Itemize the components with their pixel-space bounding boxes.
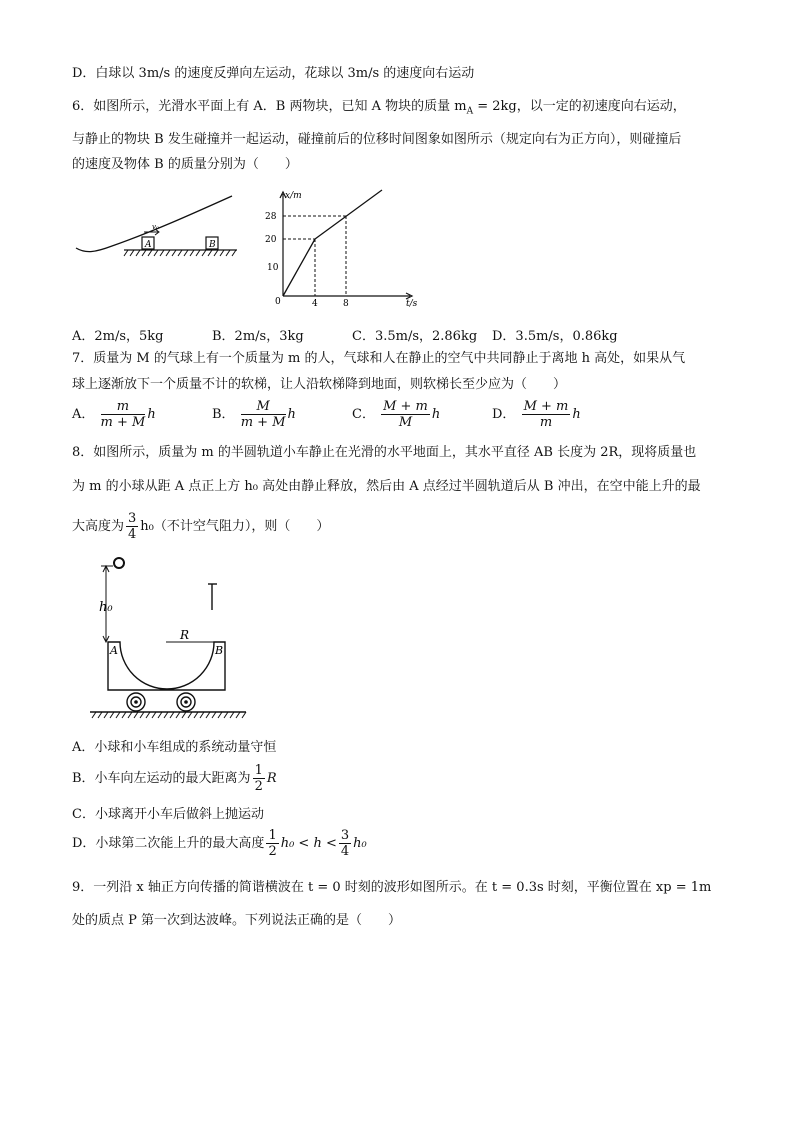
post-collision-line [315, 190, 382, 239]
q6-xt-graph [260, 186, 420, 308]
block-b-label: B [209, 240, 216, 250]
velocity-label: v₀ [152, 223, 159, 231]
q8-option-b-num: 1 [254, 763, 263, 778]
q8-option-c: C．小球离开小车后做斜上抛运动 [72, 807, 264, 822]
q6-option-d: D．3.5m/s，0.86kg [492, 329, 618, 344]
q8-option-d-mid: h₀ < h < [280, 836, 337, 851]
q6-option-c: C．3.5m/s，2.86kg [352, 329, 478, 344]
y-tick-10: 10 [267, 263, 279, 273]
q7-b-tail: h [287, 407, 296, 422]
q8-option-b [72, 764, 277, 793]
origin-label: 0 [275, 297, 281, 307]
ball [114, 558, 124, 568]
radius-label: R [180, 628, 190, 642]
q8-line3-pre: 大高度为 [72, 519, 125, 534]
y-axis-label: x/m [285, 191, 302, 201]
q8-option-d [72, 829, 367, 858]
block-a-label: A [145, 240, 152, 250]
y-tick-28: 28 [265, 212, 277, 222]
q7-option-b-label: B． [212, 407, 235, 422]
q5-option-d: D．白球以 3m/s 的速度反弹向左运动，花球以 3m/s 的速度向右运动 [72, 66, 475, 81]
q8-option-b-den: 2 [254, 779, 263, 794]
q8-line3-num: 3 [128, 511, 137, 526]
q7-d-num: M + m [523, 399, 569, 414]
pre-collision-line [283, 239, 315, 296]
q6-stem-line1 [72, 100, 686, 117]
q6-line1-sub: A [466, 106, 474, 117]
q7-b-num: M [241, 400, 286, 415]
q8-option-a: A．小球和小车组成的系统动量守恒 [72, 740, 277, 755]
q7-option-a-label: A． [72, 407, 95, 422]
right-wheel [177, 693, 195, 711]
q8-option-d-den1: 2 [268, 844, 277, 859]
q7-option-d [492, 400, 581, 429]
q7-d-den: m [539, 415, 553, 430]
cart-body [108, 642, 225, 690]
q7-a-num: m [101, 400, 146, 415]
q6-stem-line3: 的速度及物体 B 的质量分别为（ ） [72, 157, 298, 172]
q7-stem-line1: 7．质量为 M 的气球上有一个质量为 m 的人，气球和人在静止的空气中共同静止于离地 h 高处，如果从气 [72, 351, 686, 366]
q6-option-b: B．2m/s，3kg [212, 329, 304, 344]
q6-option-a: A．2m/s，5kg [72, 329, 164, 344]
q7-d-tail: h [572, 407, 581, 422]
q7-option-c-label: C． [352, 407, 375, 422]
q7-c-num: M + m [383, 399, 428, 414]
q7-option-a [72, 400, 156, 429]
q8-option-d-num2: 3 [340, 828, 350, 843]
q7-a-den: m + M [100, 415, 146, 430]
q7-c-tail: h [431, 407, 441, 422]
q6-stem-line2: 与静止的物块 B 发生碰撞并一起运动，碰撞前后的位移时间图象如图所示（规定向右为正方向），则碰撞后 [72, 132, 682, 147]
q8-option-d-pre: D．小球第二次能上升的最大高度 [72, 836, 265, 851]
x-axis-label: t/s [406, 299, 418, 308]
q8-line3-den: 4 [128, 527, 137, 542]
q8-option-d-num1: 1 [268, 828, 277, 843]
q9-stem-line2: 处的质点 P 第一次到达波峰。下列说法正确的是（ ） [72, 913, 402, 928]
q8-option-b-post: R [266, 771, 277, 786]
q7-stem-line2: 球上逐渐放下一个质量不计的软梯，让人沿软梯降到地面，则软梯长至少应为（ ） [72, 377, 567, 392]
y-tick-20: 20 [265, 235, 277, 245]
q7-option-d-label: D． [492, 407, 516, 422]
q7-b-den: m + M [240, 415, 286, 430]
q8-line3-post: h₀（不计空气阻力），则（ ） [140, 519, 330, 534]
q7-a-tail: h [147, 407, 156, 422]
q6-line1-text: 6．如图所示，光滑水平面上有 A．B 两物块，已知 A 物块的质量 m [72, 99, 467, 114]
q6-line1-end: = 2kg，以一定的初速度向右运动， [473, 99, 686, 114]
q8-cart-figure [88, 552, 248, 720]
q8-option-b-pre: B．小车向左运动的最大距离为 [72, 771, 251, 786]
left-wheel [127, 693, 145, 711]
q9-stem-line1: 9．一列沿 x 轴正方向传播的简谐横波在 t = 0 时刻的波形如图所示。在 t = 0.3s 时刻，平衡位置在 xp = 1m [72, 880, 712, 895]
q8-option-d-den2: 4 [340, 844, 350, 859]
x-tick-4: 4 [312, 299, 318, 308]
point-a-label: A [110, 644, 118, 657]
point-b-label: B [215, 644, 224, 657]
q8-stem-line1: 8．如图所示，质量为 m 的半圆轨道小车静止在光滑的水平地面上，其水平直径 AB 长度为 2R，现将质量也 [72, 445, 697, 460]
x-tick-8: 8 [343, 299, 349, 308]
q6-track-figure [72, 192, 247, 264]
height-label: h₀ [99, 600, 113, 615]
q8-stem-line3 [72, 512, 329, 541]
q8-stem-line2: 为 m 的小球从距 A 点正上方 h₀ 高处由静止释放，然后由 A 点经过半圆轨道后从 B 冲出，在空中能上升的最 [72, 479, 701, 494]
q7-c-den: M [398, 415, 413, 430]
q7-option-c [352, 400, 440, 429]
q7-option-b [212, 400, 296, 429]
q8-option-d-post: h₀ [353, 836, 367, 851]
